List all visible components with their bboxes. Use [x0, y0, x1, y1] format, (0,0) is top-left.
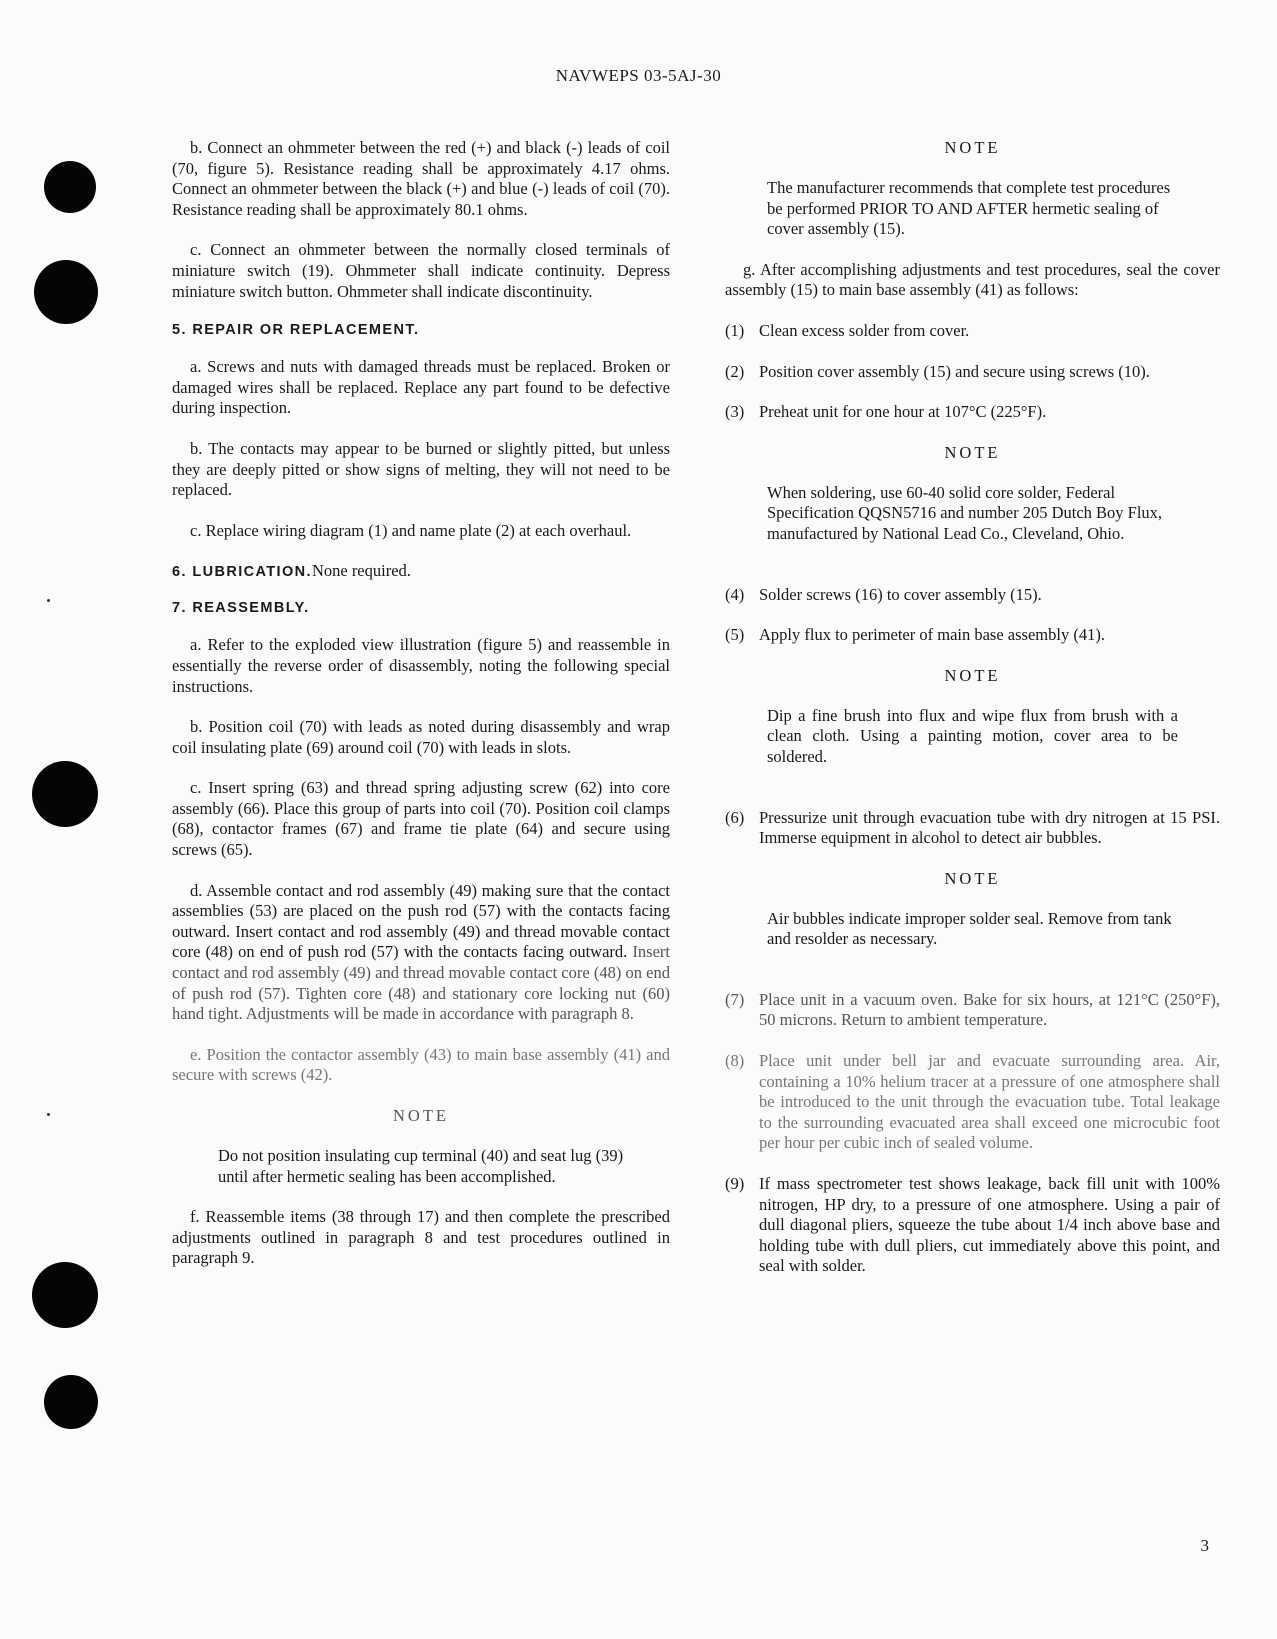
binder-hole	[44, 161, 96, 213]
step-text: Clean excess solder from cover.	[759, 320, 970, 340]
paragraph-4b: b. Connect an ohmmeter between the red (+) and black (-) leads of coil (70, figure 5). Resistance reading shall be approximately 4.17 ohms. Connect an ohmmeter between the black (+) and blue (-) leads of coil (70). Resistance reading shall be approximately 80.1 ohms.	[172, 138, 670, 219]
paragraph-7f: f. Reassemble items (38 through 17) and then complete the prescribed adjustments outlined in paragraph 8 and test procedures outlined in paragraph 9.	[172, 1207, 670, 1268]
step-text: Solder screws (16) to cover assembly (15).	[759, 584, 1042, 604]
section-6-text: None required.	[311, 561, 411, 581]
step-item	[725, 402, 1220, 423]
paragraph-7b: b. Position coil (70) with leads as noted during disassembly and wrap coil insulating plate (69) around coil (70) with leads in slots.	[172, 717, 670, 757]
step-number: (3)	[725, 402, 745, 422]
binder-hole	[44, 1375, 98, 1429]
step-number: (4)	[725, 584, 745, 604]
step-item	[725, 990, 1220, 1031]
section-6	[172, 561, 670, 581]
step-number: (2)	[725, 361, 745, 381]
step-number: (7)	[725, 989, 745, 1009]
paragraph-7d-part2: Insert contact and rod assembly (49) and thread movable contact core (48) on end of push rod (57). Tighten core (48) and stationary core locking nut (60) hand tight. Adjustments will be made in accordance with paragraph 8.	[172, 942, 671, 1024]
step-item	[725, 321, 1220, 342]
step-text: If mass spectrometer test shows leakage, back fill unit with 100% nitrogen, HP dry, to a pressure of one atmosphere. Using a pair of dull diagonal pliers, squeeze the tube about 1/4 inch above base and holding tube with dull pliers, cut immediately above this point, and seal with solder.	[759, 1174, 1220, 1276]
note-title: NOTE	[393, 1106, 449, 1125]
note-title: NOTE	[944, 138, 1001, 157]
step-text: Position cover assembly (15) and secure using screws (10).	[759, 361, 1150, 381]
section-6-title: 6. LUBRICATION.	[172, 564, 312, 581]
paragraph-5b: b. The contacts may appear to be burned or slightly pitted, but unless they are deeply pitted or show signs of melting, they will not need to be replaced.	[172, 438, 670, 500]
page-header: NAVWEPS 03-5AJ-30	[555, 66, 722, 85]
paragraph-7d	[172, 881, 670, 1025]
note-body: Air bubbles indicate improper solder seal. Remove from tank and resolder as necessary.	[767, 908, 1172, 949]
binder-hole	[34, 260, 98, 324]
paragraph-7a: a. Refer to the exploded view illustration (figure 5) and reassemble in essentially the reverse order of disassembly, noting the following special instructions.	[172, 635, 670, 696]
speck	[47, 599, 50, 602]
step-number: (8)	[725, 1051, 745, 1071]
step-item	[725, 585, 1220, 606]
step-number: (6)	[725, 807, 745, 827]
step-number: (9)	[725, 1174, 745, 1194]
paragraph-5c: c. Replace wiring diagram (1) and name plate (2) at each overhaul.	[190, 520, 632, 540]
paragraph-5a: a. Screws and nuts with damaged threads must be replaced. Broken or damaged wires shall be replaced. Replace any part found to be defective during inspection.	[172, 357, 670, 418]
left-column	[172, 138, 670, 1289]
speck	[47, 1113, 50, 1116]
paragraph-4c: c. Connect an ohmmeter between the normally closed terminals of miniature switch (19). Ohmmeter shall indicate continuity. Depress miniature switch button. Ohmmeter shall indicate discontinuity.	[172, 240, 670, 301]
page-number: 3	[1200, 1536, 1209, 1555]
note-body: Dip a fine brush into flux and wipe flux from brush with a clean cloth. Using a painting motion, cover area to be soldered.	[767, 705, 1178, 766]
paragraph-7e: e. Position the contactor assembly (43) to main base assembly (41) and secure with screws (42).	[172, 1044, 670, 1085]
paragraph-7d-part1: d. Assemble contact and rod assembly (49) making sure that the contact assemblies (53) are placed on the push rod (57) with the contacts facing outward. Insert contact and rod assembly (49) and thread movable contact core (48) on end of push rod (57) with the contacts facing outward.	[172, 880, 670, 962]
step-text: Place unit in a vacuum oven. Bake for six hours, at 121°C (250°F), 50 microns. Return to ambient temperature.	[759, 989, 1220, 1030]
note-body: When soldering, use 60-40 solid core solder, Federal Specification QQSN5716 and number 205 Dutch Boy Flux, manufactured by National Lead Co., Cleveland, Ohio.	[767, 482, 1163, 543]
step-text: Pressurize unit through evacuation tube with dry nitrogen at 15 PSI. Immerse equipment in alcohol to detect air bubbles.	[759, 807, 1220, 848]
note-body: Do not position insulating cup terminal (40) and seat lug (39) until after hermetic sealing has been accomplished.	[218, 1146, 624, 1186]
section-5-title: 5. REPAIR OR REPLACEMENT.	[172, 322, 420, 339]
step-item	[725, 362, 1220, 383]
paragraph-7g: g. After accomplishing adjustments and test procedures, seal the cover assembly (15) to main base assembly (41) as follows:	[725, 259, 1220, 300]
note-title: NOTE	[944, 868, 1001, 888]
note-title: NOTE	[944, 442, 1001, 462]
step-item	[725, 1174, 1220, 1277]
step-text: Preheat unit for one hour at 107°C (225°F).	[759, 402, 1047, 422]
paragraph-7c: c. Insert spring (63) and thread spring adjusting screw (62) into core assembly (66). Place this group of parts into coil (70). Position coil clamps (68), contactor frames (67) and frame tie plate (64) and secure using screws (65).	[172, 778, 670, 860]
step-text: Apply flux to perimeter of main base assembly (41).	[759, 625, 1105, 645]
binder-hole	[32, 761, 98, 827]
section-7-title: 7. REASSEMBLY.	[172, 600, 310, 617]
binder-hole	[32, 1262, 98, 1328]
right-column	[725, 138, 1220, 1297]
note-body: The manufacturer recommends that complete test procedures be performed PRIOR TO AND AFTER hermetic sealing of cover assembly (15).	[767, 178, 1171, 239]
step-text: Place unit under bell jar and evacuate surrounding area. Air, containing a 10% helium tracer at a pressure of one atmosphere shall be introduced to the unit through the evacuation tube. Total leakage to the surrounding evacuated area shall exceed one microcubic foot per hour per cubic inch of sealed volume.	[759, 1051, 1220, 1153]
step-number: (5)	[725, 625, 745, 645]
step-item	[725, 625, 1220, 646]
step-item	[725, 808, 1220, 849]
note-title: NOTE	[944, 665, 1001, 685]
step-item	[725, 1051, 1220, 1154]
step-number: (1)	[725, 320, 745, 340]
